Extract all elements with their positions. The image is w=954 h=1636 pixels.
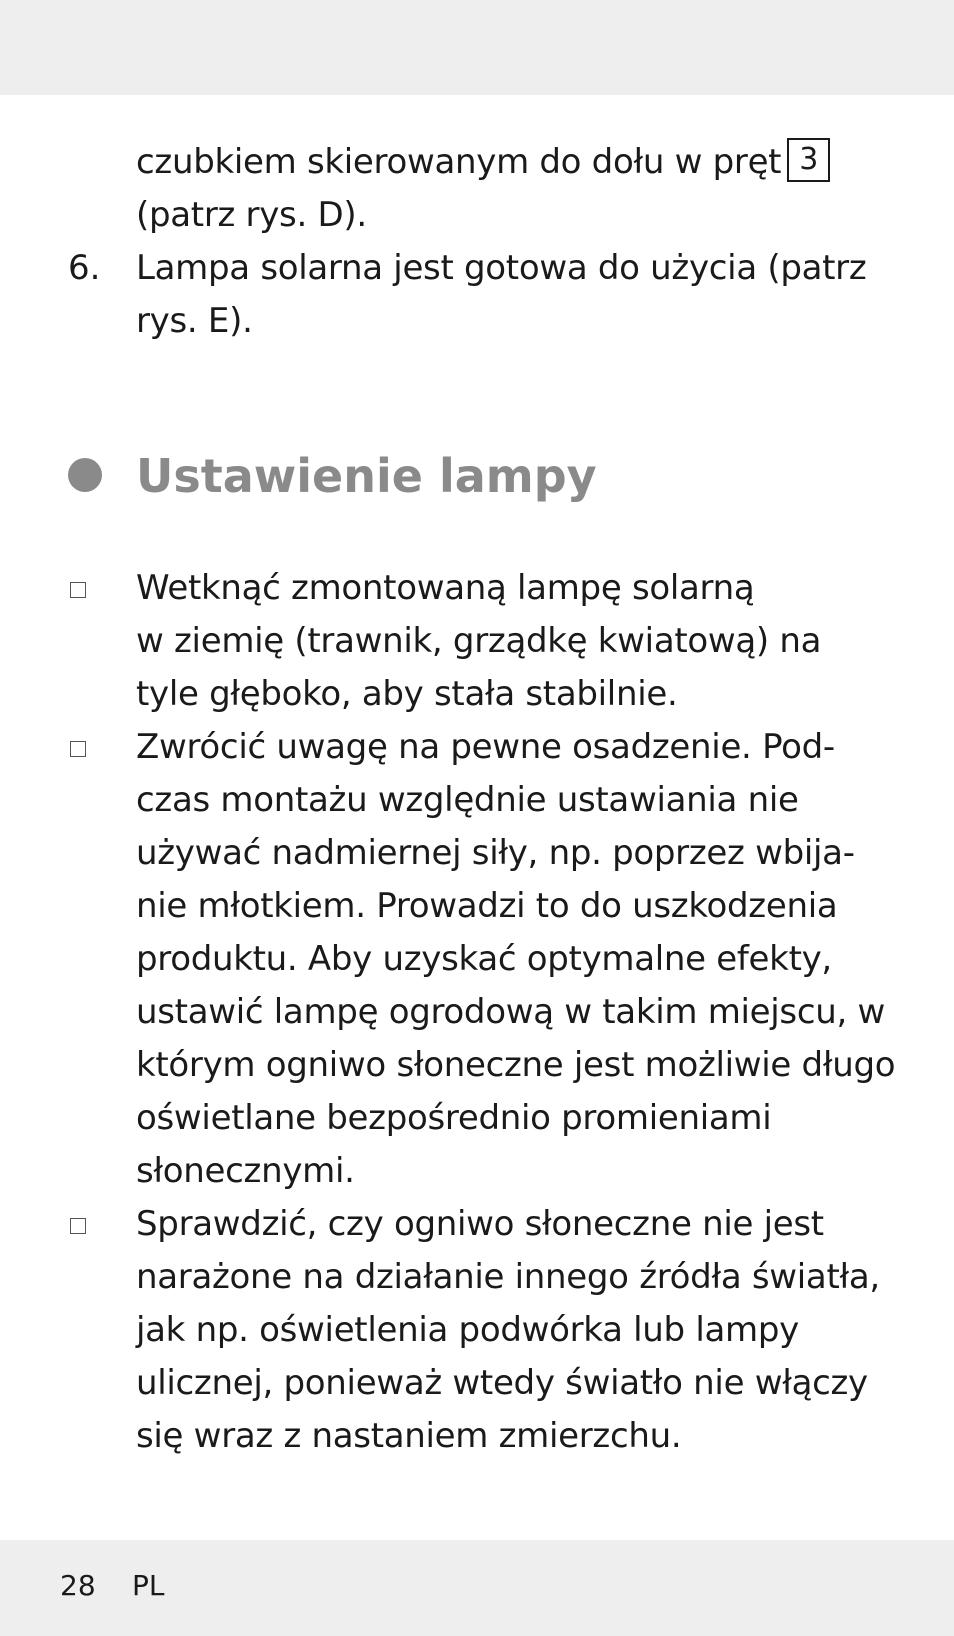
section-heading: Ustawienie lampy: [136, 449, 597, 503]
bullet-2-line: czas montażu względnie ustawiania nie: [136, 780, 799, 820]
checkbox-bullet-icon: [70, 1218, 86, 1234]
checkbox-bullet-icon: [70, 582, 86, 598]
bullet-1-line: w ziemię (trawnik, grządkę kwiatową) na: [136, 621, 822, 661]
bullet-2-line: którym ogniwo słoneczne jest możliwie długo: [136, 1045, 896, 1085]
step-6-number: 6.: [68, 248, 101, 288]
bullet-2-line: nie młotkiem. Prowadzi to do uszkodzenia: [136, 886, 838, 926]
step-6-line-2: rys. E).: [136, 301, 253, 341]
step-5-text: czubkiem skierowanym do dołu w pręt: [136, 142, 782, 182]
step-5-line-1: [136, 136, 830, 189]
bullet-3-line: narażone na działanie innego źródła światła,: [136, 1257, 880, 1297]
bullet-1-line: Wetknąć zmontowaną lampę solarną: [136, 568, 755, 608]
step-6-line-1: Lampa solarna jest gotowa do użycia (patrz: [136, 248, 867, 288]
bullet-3-line: jak np. oświetlenia podwórka lub lampy: [136, 1310, 799, 1350]
bullet-2-line: ustawić lampę ogrodową w takim miejscu, w: [136, 992, 885, 1032]
part-reference-box: 3: [787, 138, 830, 182]
bullet-2-line: słonecznymi.: [136, 1151, 355, 1191]
page-number: 28: [60, 1569, 96, 1602]
bullet-3-line: się wraz z nastaniem zmierzchu.: [136, 1416, 682, 1456]
bullet-2-line: używać nadmiernej siły, np. poprzez wbija-: [136, 833, 855, 873]
bullet-2-line: oświetlane bezpośrednio promieniami: [136, 1098, 772, 1138]
step-5-line-2: (patrz rys. D).: [136, 195, 367, 235]
bullet-1-line: tyle głęboko, aby stała stabilnie.: [136, 674, 678, 714]
bullet-2-line: produktu. Aby uzyskać optymalne efekty,: [136, 939, 832, 979]
bullet-3-line: ulicznej, ponieważ wtedy światło nie włączy: [136, 1363, 868, 1403]
heading-bullet-icon: [68, 458, 102, 492]
language-code: PL: [132, 1569, 165, 1602]
top-margin-band: [0, 0, 954, 95]
bullet-2-line: Zwrócić uwagę na pewne osadzenie. Pod-: [136, 727, 835, 767]
bullet-3-line: Sprawdzić, czy ogniwo słoneczne nie jest: [136, 1204, 824, 1244]
checkbox-bullet-icon: [70, 741, 86, 757]
